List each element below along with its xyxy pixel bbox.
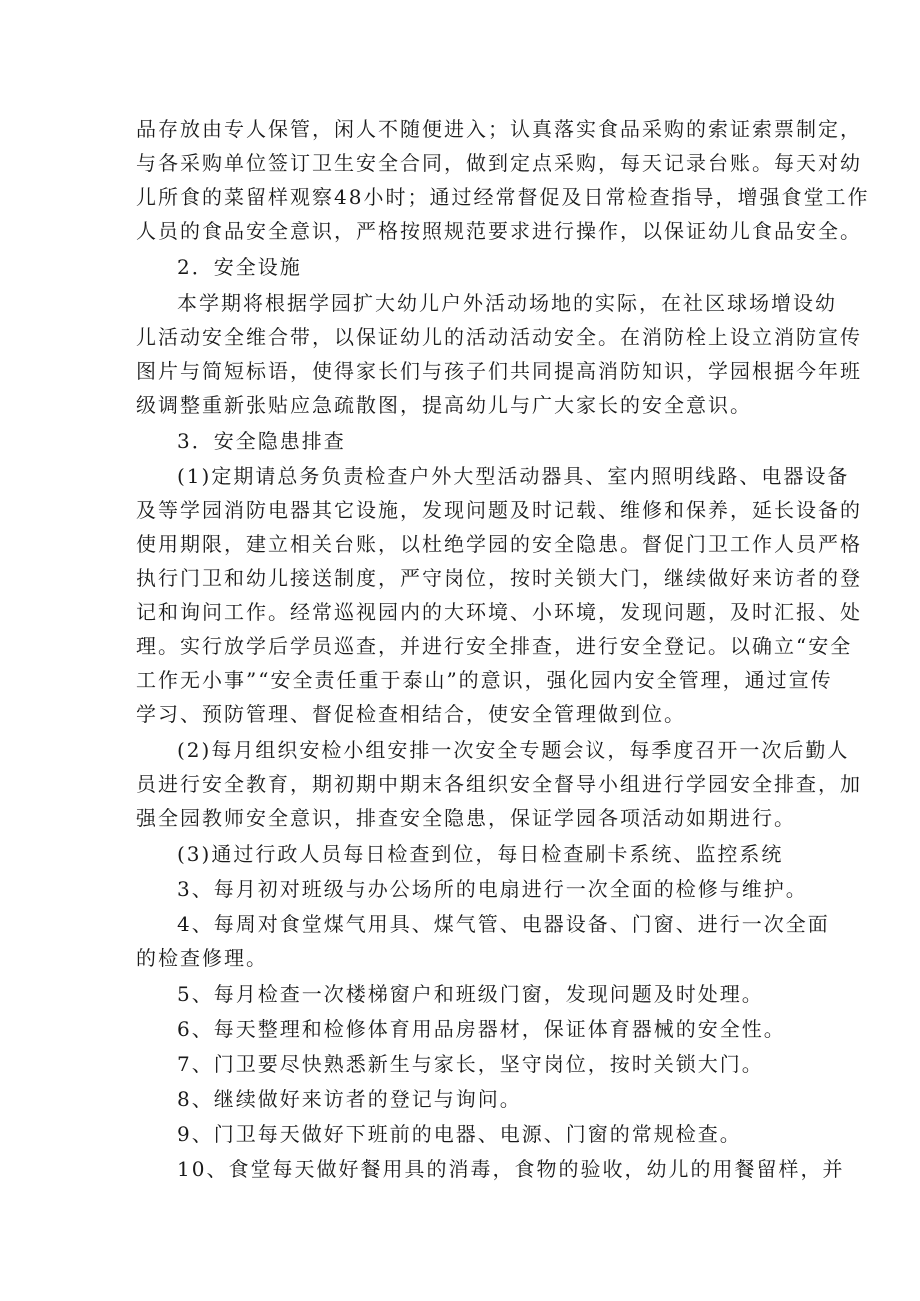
text-line: 5、每月检查一次楼梯窗户和班级门窗，发现问题及时处理。 bbox=[177, 982, 764, 1006]
text-line: 学习、预防管理、督促检查相结合，使安全管理做到位。 bbox=[136, 702, 686, 726]
text-line: 品存放由专人保管，闲人不随便进入；认真落实食品采购的索证索票制定， bbox=[136, 117, 862, 141]
section-heading: 2．安全设施 bbox=[177, 255, 302, 279]
text-line: 工作无小事”“安全责任重于泰山”的意识，强化园内安全管理，通过宣传 bbox=[136, 668, 833, 692]
text-line: 10、食堂每天做好餐用具的消毒，食物的验收，幼儿的用餐留样，并 bbox=[177, 1157, 845, 1181]
text-line: 级调整重新张贴应急疏散图，提高幼儿与广大家长的安全意识。 bbox=[136, 393, 752, 417]
text-line: 执行门卫和幼儿接送制度，严守岗位，按时关锁大门，继续做好来访者的登 bbox=[136, 566, 862, 590]
text-line: (3)通过行政人员每日检查到位，每日检查刷卡系统、监控系统 bbox=[177, 842, 784, 866]
text-line: 9、门卫每天做好下班前的电器、电源、门窗的常规检查。 bbox=[177, 1122, 742, 1146]
text-line: 图片与简短标语，使得家长们与孩子们共同提高消防知识，学园根据今年班 bbox=[136, 359, 862, 383]
text-line: 儿活动安全维合带，以保证幼儿的活动活动安全。在消防栓上设立消防宣传 bbox=[136, 325, 862, 349]
text-line: (1)定期请总务负责检查户外大型活动器具、室内照明线路、电器设备 bbox=[177, 464, 850, 488]
text-line: 员进行安全教育，期初期中期末各组织安全督导小组进行学园安全排查，加 bbox=[136, 772, 862, 796]
text-line: (2)每月组织安检小组安排一次安全专题会议，每季度召开一次后勤人 bbox=[177, 738, 850, 762]
text-line: 3、每月初对班级与办公场所的电扇进行一次全面的检修与维护。 bbox=[177, 877, 808, 901]
text-line: 8、继续做好来访者的登记与询问。 bbox=[177, 1087, 522, 1111]
section-heading: 3．安全隐患排查 bbox=[177, 429, 346, 453]
text-line: 理。实行放学后学员巡查，并进行安全排查，进行安全登记。以确立“安全 bbox=[136, 634, 853, 658]
text-line: 及等学园消防电器其它设施，发现问题及时记载、维修和保养，延长设备的 bbox=[136, 498, 862, 522]
text-line: 7、门卫要尽快熟悉新生与家长，坚守岗位，按时关锁大门。 bbox=[177, 1052, 764, 1076]
text-line: 本学期将根据学园扩大幼儿户外活动场地的实际，在社区球场增设幼 bbox=[177, 291, 837, 315]
text-line: 儿所食的菜留样观察48小时；通过经常督促及日常检查指导，增强食堂工作 bbox=[136, 185, 870, 209]
text-line: 与各采购单位签订卫生安全合同，做到定点采购，每天记录台账。每天对幼 bbox=[136, 151, 862, 175]
text-line: 4、每周对食堂煤气用具、煤气管、电器设备、门窗、进行一次全面 bbox=[177, 912, 830, 936]
text-line: 6、每天整理和检修体育用品房器材，保证体育器械的安全性。 bbox=[177, 1017, 786, 1041]
text-line: 使用期限，建立相关台账，以杜绝学园的安全隐患。督促门卫工作人员严格 bbox=[136, 532, 862, 556]
text-line: 人员的食品安全意识，严格按照规范要求进行操作，以保证幼儿食品安全。 bbox=[136, 219, 862, 243]
text-line: 的检查修理。 bbox=[136, 946, 268, 970]
text-line: 强全园教师安全意识，排查安全隐患，保证学园各项活动如期进行。 bbox=[136, 806, 796, 830]
text-line: 记和询问工作。经常巡视园内的大环境、小环境，发现问题，及时汇报、处 bbox=[136, 600, 862, 624]
